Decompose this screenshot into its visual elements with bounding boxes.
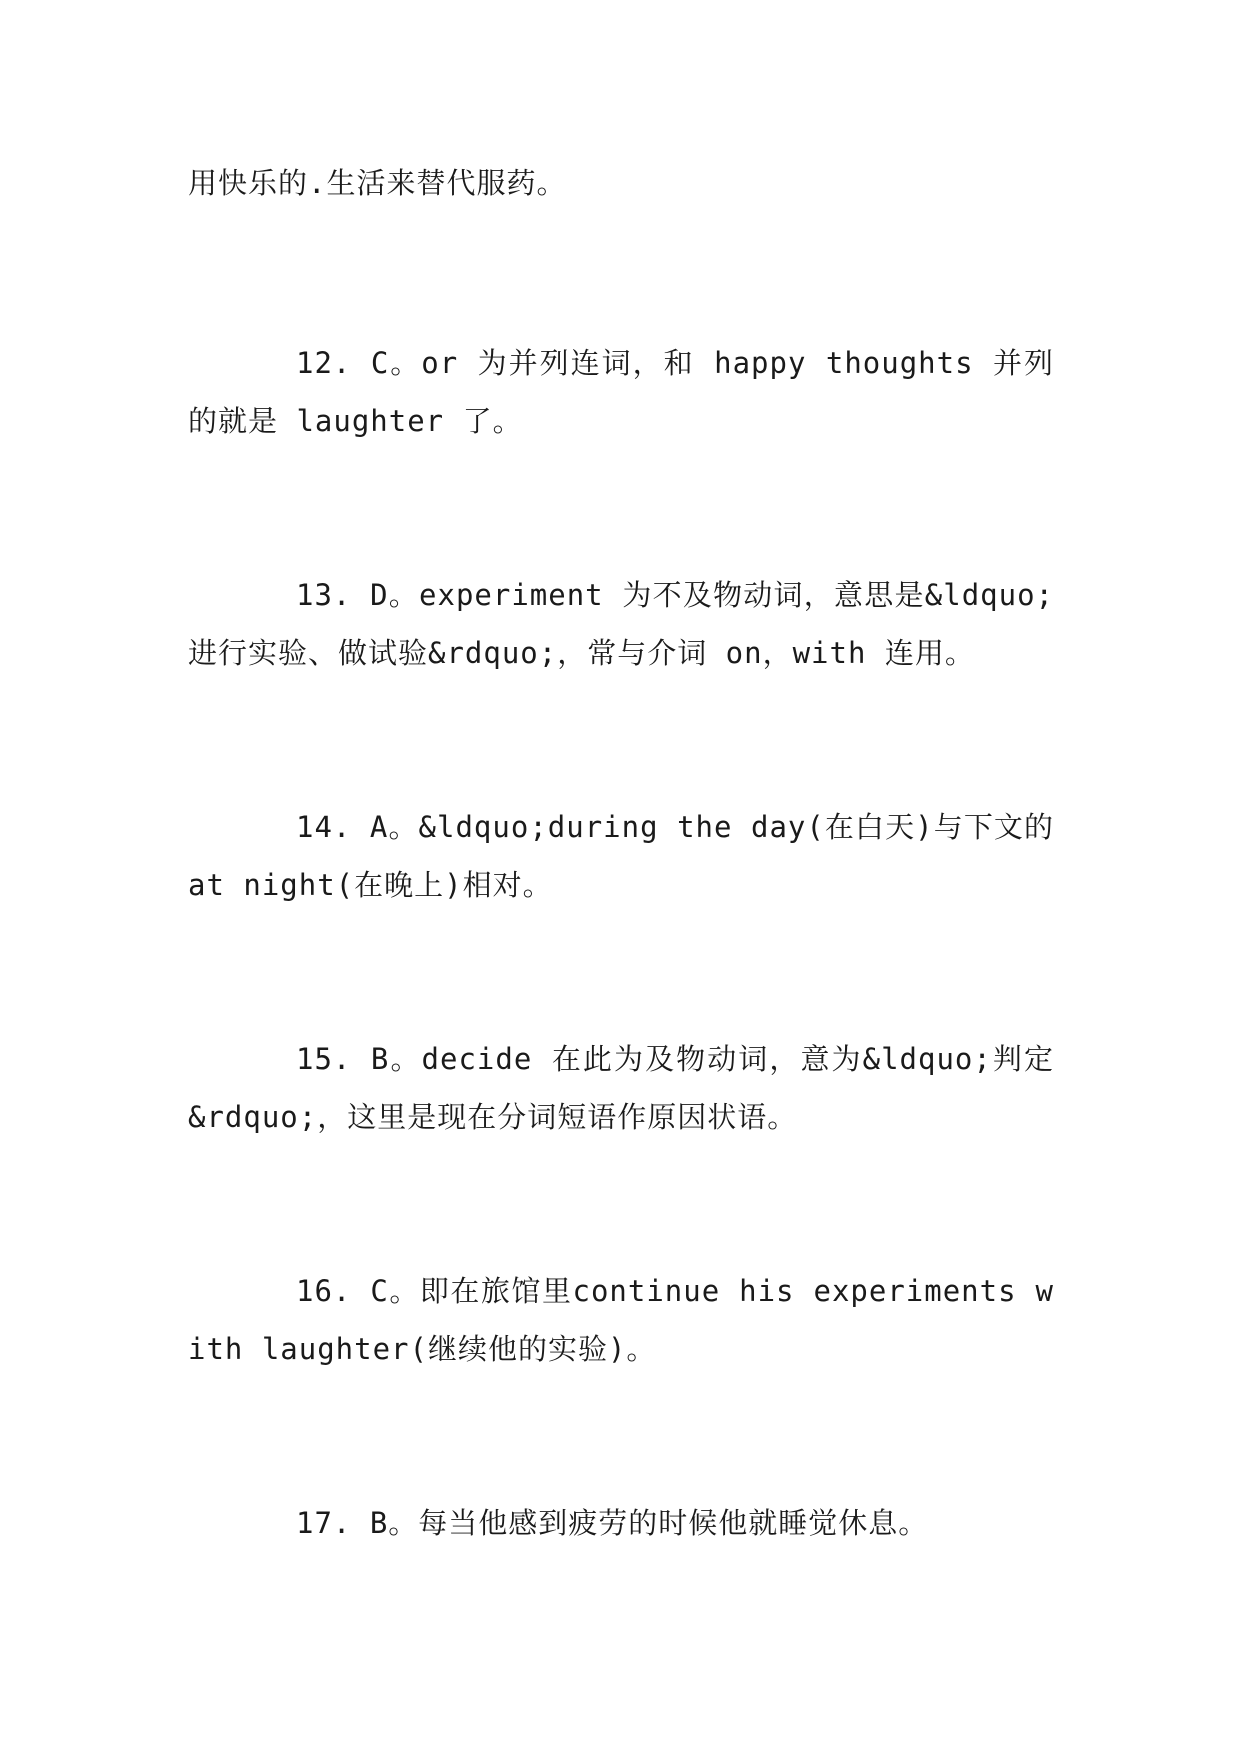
paragraph-continuation: 用快乐的.生活来替代服药。 bbox=[188, 166, 567, 200]
answer-item-14: 14. A。&ldquo;during the day(在白天)与下文的at night(在晚上)相对。 bbox=[188, 810, 1054, 902]
answer-item-13: 13. D。experiment 为不及物动词，意思是&ldquo;进行实验、做试验&rdquo;，常与介词 on，with 连用。 bbox=[188, 578, 1054, 670]
answer-item-12: 12. C。or 为并列连词，和 happy thoughts 并列的就是 laughter 了。 bbox=[188, 346, 1054, 438]
answer-item-15: 15. B。decide 在此为及物动词，意为&ldquo;判定&rdquo;，这里是现在分词短语作原因状语。 bbox=[188, 1042, 1054, 1134]
answer-item-17: 17. B。每当他感到疲劳的时候他就睡觉休息。 bbox=[296, 1506, 929, 1540]
answer-item-16: 16. C。即在旅馆里continue his experiments with laughter(继续他的实验)。 bbox=[188, 1274, 1054, 1366]
